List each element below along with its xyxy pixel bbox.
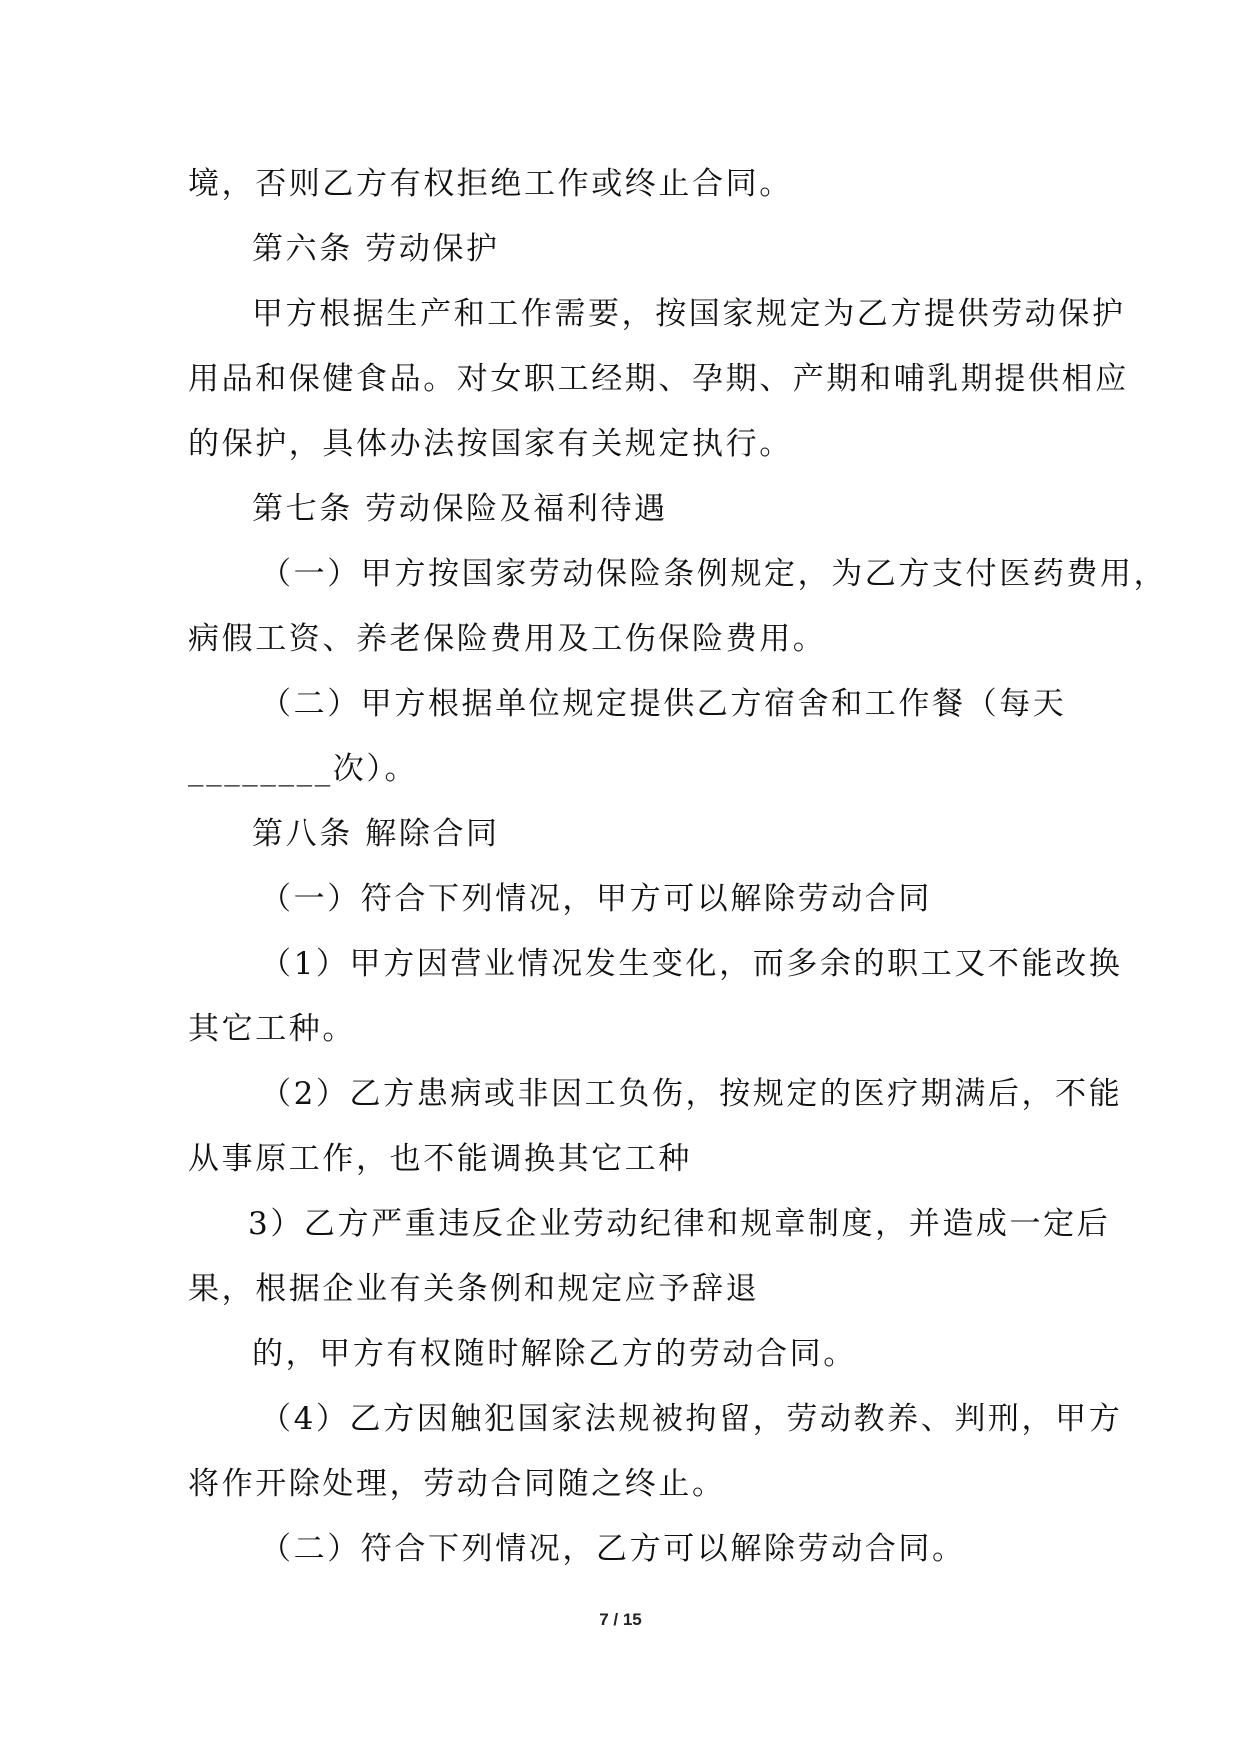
text-line: （二）甲方根据单位规定提供乙方宿舍和工作餐（每天 xyxy=(260,686,1067,722)
text-line: （2）乙方患病或非因工负伤，按规定的医疗期满后，不能 xyxy=(260,1076,1123,1112)
text-line: 用品和保健食品。对女职工经期、孕期、产期和哺乳期提供相应 xyxy=(188,361,1129,397)
text-line: 的，甲方有权随时解除乙方的劳动合同。 xyxy=(252,1336,857,1372)
text-line: 的保护，具体办法按国家有关规定执行。 xyxy=(188,426,793,462)
page-number: 7 / 15 xyxy=(599,1610,642,1629)
text-line: ________次）。 xyxy=(188,751,419,787)
text-line: （1）甲方因营业情况发生变化，而多余的职工又不能改换 xyxy=(260,946,1123,982)
text-line: 甲方根据生产和工作需要，按国家规定为乙方提供劳动保护 xyxy=(252,296,1126,332)
text-line: （一）甲方按国家劳动保险条例规定，为乙方支付医药费用， xyxy=(260,556,1168,592)
text-line: 其它工种。 xyxy=(188,1011,356,1047)
section-heading: 第八条 解除合同 xyxy=(252,816,500,852)
section-heading: 第七条 劳动保险及福利待遇 xyxy=(252,491,668,527)
text-line: 境，否则乙方有权拒绝工作或终止合同。 xyxy=(188,166,793,202)
text-line: 将作开除处理，劳动合同随之终止。 xyxy=(188,1466,726,1502)
text-line: 3）乙方严重违反企业劳动纪律和规章制度，并造成一定后 xyxy=(248,1206,1111,1242)
text-line: 从事原工作，也不能调换其它工种 xyxy=(188,1141,692,1177)
text-line: （一）符合下列情况，甲方可以解除劳动合同 xyxy=(260,881,932,917)
text-line: （4）乙方因触犯国家法规被拘留，劳动教养、判刑，甲方 xyxy=(260,1401,1123,1437)
section-heading: 第六条 劳动保护 xyxy=(252,231,500,267)
text-line: （二）符合下列情况，乙方可以解除劳动合同。 xyxy=(260,1531,966,1567)
text-line: 果，根据企业有关条例和规定应予辞退 xyxy=(188,1271,760,1307)
text-line: 病假工资、养老保险费用及工伤保险费用。 xyxy=(188,621,827,657)
